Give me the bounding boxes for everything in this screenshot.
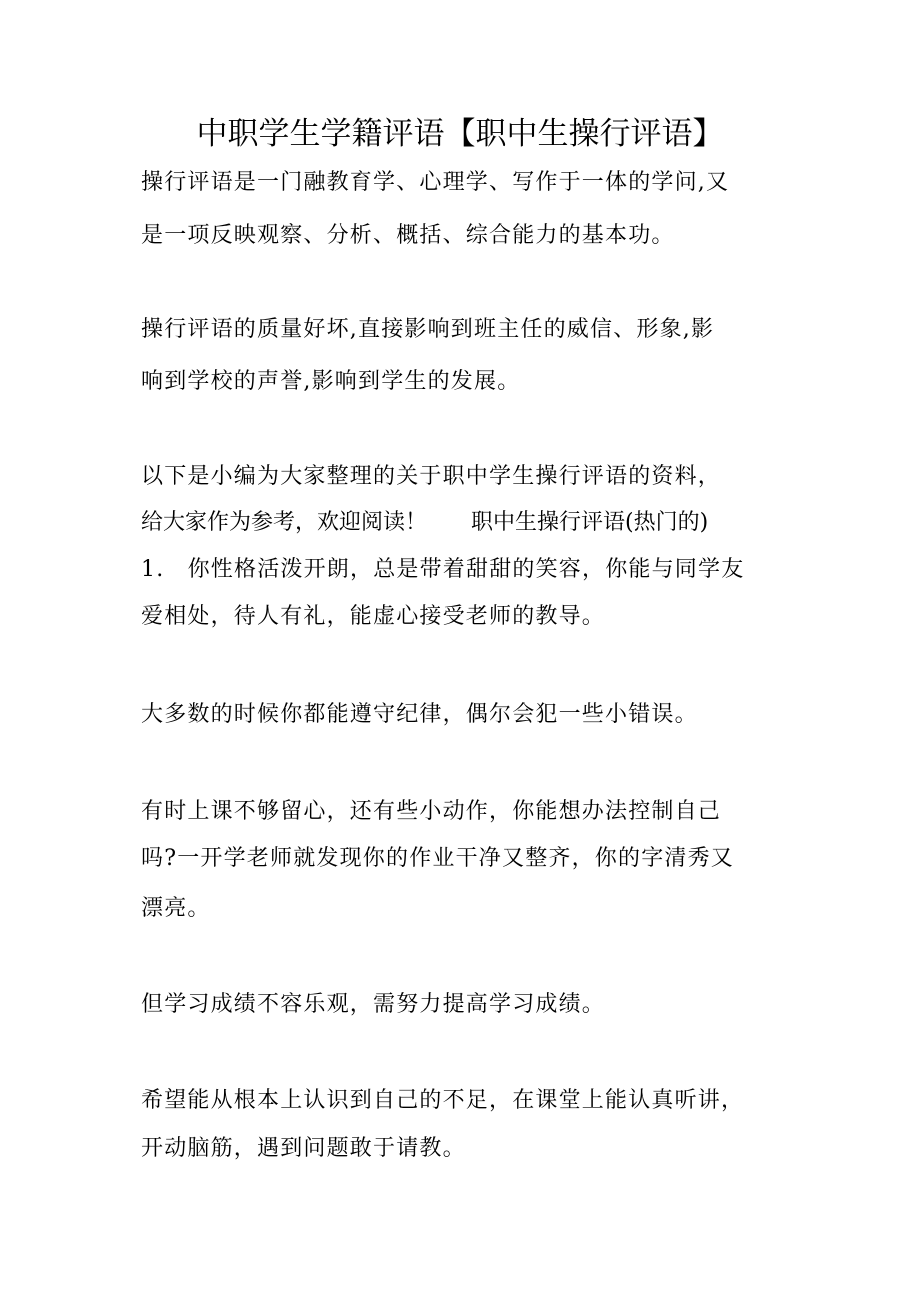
paragraph-line: 以下是小编为大家整理的关于职中学生操行评语的资料， bbox=[141, 464, 722, 489]
paragraph-line: 吗?一开学老师就发现你的作业干净又整齐，你的字清秀又 bbox=[141, 846, 734, 871]
paragraph-line: 但学习成绩不容乐观，需努力提高学习成绩。 bbox=[141, 992, 606, 1017]
paragraph-line: 有时上课不够留心，还有些小动作，你能想办法控制自己 bbox=[141, 799, 722, 824]
paragraph-line: 漂亮。 bbox=[141, 896, 211, 921]
paragraph-line: 操行评语的质量好坏,直接影响到班主任的威信、形象,影 bbox=[141, 317, 715, 342]
paragraph-line: 是一项反映观察、分析、概括、综合能力的基本功。 bbox=[141, 223, 675, 248]
paragraph-line: 1. 你性格活泼开朗，总是带着甜甜的笑容，你能与同学友 bbox=[141, 557, 745, 582]
paragraph-line: 操行评语是一门融教育学、心理学、写作于一体的学问,又 bbox=[141, 170, 730, 195]
paragraph-line: 开动脑筋，遇到问题敢于请教。 bbox=[141, 1136, 466, 1161]
paragraph-line: 大多数的时候你都能遵守纪律，偶尔会犯一些小错误。 bbox=[141, 702, 698, 727]
paragraph-line: 给大家作为参考，欢迎阅读！ 职中生操行评语(热门的) bbox=[141, 510, 709, 535]
paragraph-line: 爱相处，待人有礼，能虚心接受老师的教导。 bbox=[141, 604, 606, 629]
document-title: 中职学生学籍评语【职中生操行评语】 bbox=[196, 116, 724, 152]
paragraph-line: 希望能从根本上认识到自己的不足，在课堂上能认真听讲， bbox=[141, 1088, 745, 1113]
paragraph-line: 响到学校的声誉,影响到学生的发展。 bbox=[141, 369, 521, 394]
